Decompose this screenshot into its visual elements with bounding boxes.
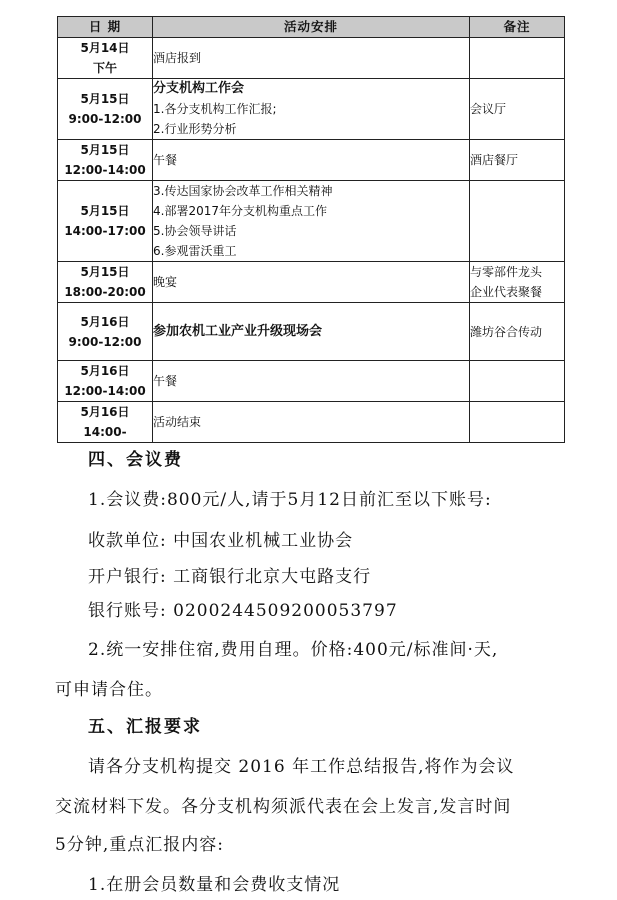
date-time: 9:00-12:00 — [68, 334, 142, 349]
payee-line: 收款单位: 中国农业机械工业协会 — [88, 531, 354, 551]
bank-line: 开户银行: 工商银行北京大屯路支行 — [88, 567, 372, 587]
date-cell — [58, 140, 153, 181]
activity-cell — [153, 402, 470, 443]
activity-line: 3.传达国家协会改革工作相关精神 — [153, 184, 333, 198]
date-cell — [58, 38, 153, 79]
note-text: 与零部件龙头 — [470, 265, 543, 279]
table-row — [58, 361, 565, 402]
note-cell — [470, 181, 565, 262]
note-text: 酒店餐厅 — [470, 153, 519, 167]
report-paragraph: 请各分支机构提交 2016 年工作总结报告,将作为会议 — [88, 757, 515, 777]
table-row — [58, 140, 565, 181]
activity-title: 分支机构工作会 — [153, 81, 245, 96]
date-time: 14:00-17:00 — [64, 224, 146, 238]
date-cell — [58, 181, 153, 262]
table-row — [58, 79, 565, 140]
table-row — [58, 38, 565, 79]
activity-cell — [153, 181, 470, 262]
date-cell — [58, 303, 153, 361]
date-day: 5月16日 — [80, 314, 130, 329]
date-cell — [58, 79, 153, 140]
report-paragraph-cont: 5分钟,重点汇报内容: — [55, 835, 224, 855]
activity-cell — [153, 262, 470, 303]
date-day: 5月16日 — [80, 405, 130, 419]
note-cell — [470, 361, 565, 402]
activity-cell — [153, 79, 470, 140]
table-row — [58, 303, 565, 361]
report-paragraph-cont: 交流材料下发。各分支机构须派代表在会上发言,发言时间 — [55, 797, 512, 817]
note-text: 会议厅 — [470, 102, 507, 116]
lodging-paragraph: 2.统一安排住宿,费用自理。价格:400元/标准间·天, — [88, 640, 499, 660]
table-row — [58, 181, 565, 262]
activity-line: 活动结束 — [153, 415, 202, 429]
date-time: 下午 — [92, 61, 117, 75]
activity-line: 6.参观雷沃重工 — [153, 244, 237, 258]
note-text: 潍坊谷合传动 — [470, 324, 543, 339]
activity-line: 1.各分支机构工作汇报; — [153, 102, 277, 116]
note-cell — [470, 303, 565, 361]
header-date: 日 期 — [58, 17, 153, 38]
header-activities: 活动安排 — [153, 17, 470, 38]
activity-cell — [153, 303, 470, 361]
date-day: 5月15日 — [80, 92, 130, 106]
note-cell — [470, 262, 565, 303]
account-line: 银行账号: 0200244509200053797 — [88, 601, 398, 621]
lodging-paragraph-cont: 可申请合住。 — [55, 680, 163, 700]
table-row — [58, 262, 565, 303]
activity-title: 参加农机工业产业升级现场会 — [153, 323, 323, 339]
date-day: 5月15日 — [80, 265, 130, 279]
date-cell — [58, 402, 153, 443]
header-notes: 备注 — [470, 17, 565, 38]
table-row — [58, 402, 565, 443]
date-time: 14:00- — [83, 425, 127, 439]
date-day: 5月14日 — [80, 41, 130, 55]
table-header-row — [58, 17, 565, 38]
report-item-1: 1.在册会员数量和会费收支情况 — [88, 875, 341, 895]
activity-cell — [153, 140, 470, 181]
date-time: 9:00-12:00 — [68, 112, 142, 126]
section-4-heading: 四、会议费 — [88, 450, 183, 470]
date-time: 12:00-14:00 — [64, 163, 146, 177]
note-cell — [470, 38, 565, 79]
date-cell — [58, 361, 153, 402]
activity-line: 晚宴 — [153, 275, 178, 289]
activity-cell — [153, 361, 470, 402]
note-cell — [470, 79, 565, 140]
section-5-heading: 五、汇报要求 — [88, 717, 202, 737]
activity-line: 午餐 — [153, 374, 178, 388]
activity-line: 2.行业形势分析 — [153, 122, 237, 136]
activity-line: 4.部署2017年分支机构重点工作 — [153, 204, 327, 218]
activity-line: 午餐 — [153, 153, 178, 167]
date-day: 5月15日 — [80, 204, 130, 218]
schedule-table — [57, 16, 565, 443]
date-time: 18:00-20:00 — [64, 285, 146, 299]
activity-line: 酒店报到 — [153, 51, 202, 65]
date-day: 5月15日 — [80, 143, 130, 157]
note-text: 企业代表聚餐 — [470, 285, 543, 299]
fee-paragraph: 1.会议费:800元/人,请于5月12日前汇至以下账号: — [88, 490, 492, 510]
note-cell — [470, 402, 565, 443]
activity-cell — [153, 38, 470, 79]
date-time: 12:00-14:00 — [64, 384, 146, 398]
activity-line: 5.协会领导讲话 — [153, 224, 237, 238]
date-cell — [58, 262, 153, 303]
date-day: 5月16日 — [80, 364, 130, 378]
note-cell — [470, 140, 565, 181]
